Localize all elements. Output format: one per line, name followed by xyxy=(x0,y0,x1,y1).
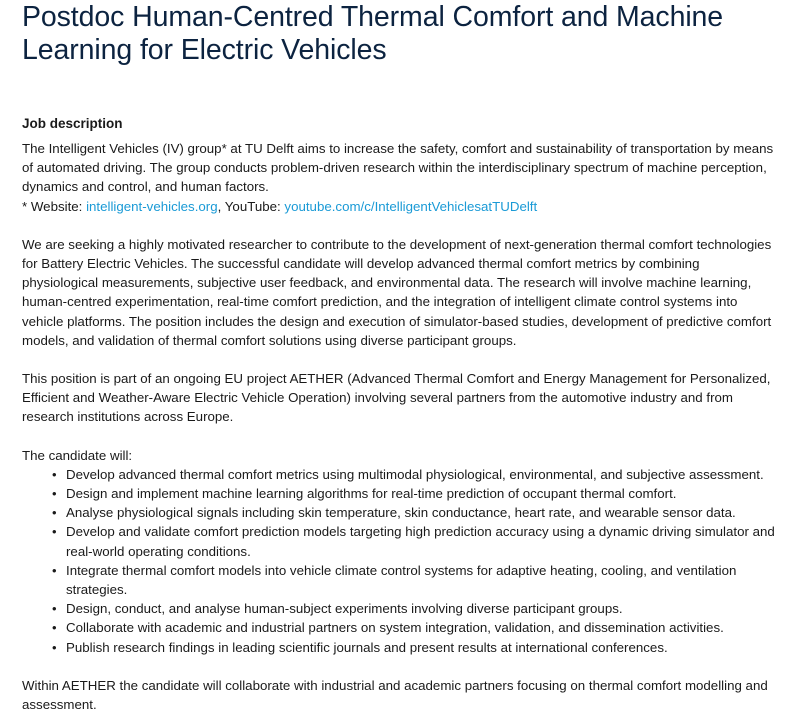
candidate-intro: The candidate will: xyxy=(22,447,133,463)
bullet-icon: • xyxy=(52,639,57,655)
section-heading-job-description: Job description xyxy=(22,116,123,131)
intro-paragraph xyxy=(22,139,778,216)
list-item-text: Design, conduct, and analyse human-subject experiments involving diverse participant groups. xyxy=(66,601,623,617)
list-item-text: Publish research findings in leading scientific journals and present results at international conferences. xyxy=(66,639,668,655)
bullet-icon: • xyxy=(52,486,57,502)
spacer xyxy=(22,216,778,235)
bullet-icon: • xyxy=(52,524,57,540)
website-prefix: * Website: xyxy=(22,198,87,214)
project-paragraph: This position is part of an ongoing EU project AETHER (Advanced Thermal Comfort and Energy Management for Personalized, Efficient and Weather-Aware Electric Vehicle Operation) involving several partners from the automotive industry and from research institutions across Europe. xyxy=(22,371,771,425)
youtube-prefix: , YouTube: xyxy=(217,198,285,214)
list-item xyxy=(52,618,778,637)
seeking-paragraph: We are seeking a highly motivated researcher to contribute to the development of next-generation thermal comfort technologies for Battery Electric Vehicles. The successful candidate will develop advanced thermal comfort metrics by combining physiological measurements, subjective user feedback, and environmental data. The research will involve machine learning, human-centred experimentation, real-time comfort prediction, and the integration of intelligent climate control systems into vehicle platforms. The position includes the design and execution of simulator-based studies, development of predictive comfort models, and validation of thermal comfort solutions using diverse participant groups. xyxy=(22,236,772,348)
page-title: Postdoc Human-Centred Thermal Comfort and Machine Learning for Electric Vehicles xyxy=(22,1,724,66)
website-link[interactable]: intelligent-vehicles.org xyxy=(86,198,218,214)
list-item-text: Integrate thermal comfort models into vehicle climate control systems for adaptive heating, cooling, and ventilation strategies. xyxy=(66,562,737,598)
within-paragraph: Within AETHER the candidate will collaborate with industrial and academic partners focusing on thermal comfort modelling and assessment. xyxy=(22,677,768,713)
list-item xyxy=(52,561,778,599)
youtube-link[interactable]: youtube.com/c/IntelligentVehiclesatTUDelft xyxy=(284,198,538,214)
bullet-icon: • xyxy=(52,466,57,482)
list-item xyxy=(52,599,778,618)
spacer xyxy=(22,350,778,369)
list-item-text: Analyse physiological signals including skin temperature, skin conductance, heart rate, and wearable sensor data. xyxy=(66,505,736,521)
list-item-text: Develop and validate comfort prediction models targeting high prediction accuracy using a dynamic driving simulator and real-world operating conditions. xyxy=(66,524,775,559)
bullet-icon: • xyxy=(52,620,57,636)
bullet-icon: • xyxy=(52,601,57,617)
list-item-text: Collaborate with academic and industrial partners on system integration, validation, and dissemination activities. xyxy=(66,620,724,636)
bullet-icon: • xyxy=(52,505,57,521)
spacer xyxy=(22,427,778,446)
spacer xyxy=(22,657,778,676)
task-list xyxy=(22,465,778,657)
list-item-text: Design and implement machine learning algorithms for real-time prediction of occupant thermal comfort. xyxy=(66,486,677,502)
list-item xyxy=(52,522,778,560)
intro-text: The Intelligent Vehicles (IV) group* at TU Delft aims to increase the safety, comfort and sustainability of transportation by means of automated driving. The group conducts problem-driven research within the interdisciplinary spectrum of machine perception, dynamics and control, and human factors. xyxy=(22,141,774,195)
bullet-icon: • xyxy=(52,562,57,578)
list-item-text: Develop advanced thermal comfort metrics using multimodal physiological, environmental, and subjective assessment. xyxy=(66,466,764,482)
list-item xyxy=(52,465,778,484)
list-item xyxy=(52,638,778,657)
list-item xyxy=(52,484,778,503)
list-item xyxy=(52,503,778,522)
